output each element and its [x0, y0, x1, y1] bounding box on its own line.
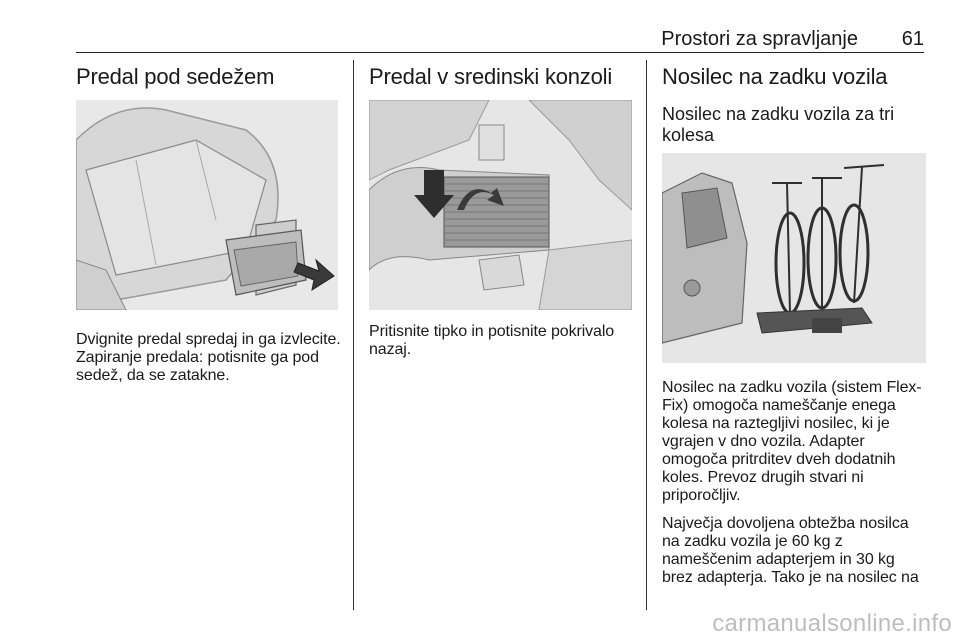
bike-carrier-illustration — [662, 153, 926, 363]
page-number: 61 — [901, 28, 924, 50]
header-rule — [76, 52, 924, 53]
heading-console-drawer: Predal v sredinski konzoli — [369, 64, 613, 89]
column-seat-drawer — [76, 64, 342, 90]
watermark: carmanualsonline.info — [712, 610, 952, 637]
heading-seat-drawer: Predal pod sedežem — [76, 64, 275, 89]
heading-rear-carrier: Nosilec na zadku vozila — [662, 64, 888, 89]
figure-seat-drawer — [76, 100, 338, 310]
column-console-drawer-text — [369, 323, 639, 359]
column-rear-carrier-text — [662, 379, 927, 587]
seat-drawer-illustration — [76, 100, 338, 310]
console-drawer-paragraph: Pritisnite tipko in potisnite pokrivalo nazaj. — [369, 323, 615, 358]
console-drawer-illustration — [369, 100, 632, 310]
seat-drawer-paragraph: Dvignite predal spredaj in ga izvlecite. Zapiranje predala: potisnite ga pod sedež, da se zatakne. — [76, 331, 341, 384]
column-divider-2 — [646, 60, 647, 610]
rear-carrier-paragraph-2: Največja dovoljena obtežba nosilca na zadku vozila je 60 kg z nameščenim adapterjem in 30 kg brez adapterja. Tako je na nosilec na — [662, 515, 919, 586]
section-title: Prostori za spravljanje — [661, 28, 858, 50]
column-rear-carrier — [662, 64, 927, 146]
column-divider-1 — [353, 60, 354, 610]
figure-rear-bike-carrier — [662, 153, 926, 363]
figure-console-drawer — [369, 100, 632, 310]
subheading-three-bikes: Nosilec na zadku vozila za tri kolesa — [662, 104, 895, 145]
column-console-drawer — [369, 64, 639, 90]
page-header — [76, 28, 924, 52]
column-seat-drawer-text — [76, 331, 344, 385]
rear-carrier-paragraph-1: Nosilec na zadku vozila (sistem Flex-Fix) omogoča nameščanje enega kolesa na raztegljivi nosilec, ki je vgrajen v dno vozila. Adapter omogoča pritrditev dveh dodatnih koles. Prevoz drugih stvari ni priporočljiv. — [662, 379, 922, 504]
